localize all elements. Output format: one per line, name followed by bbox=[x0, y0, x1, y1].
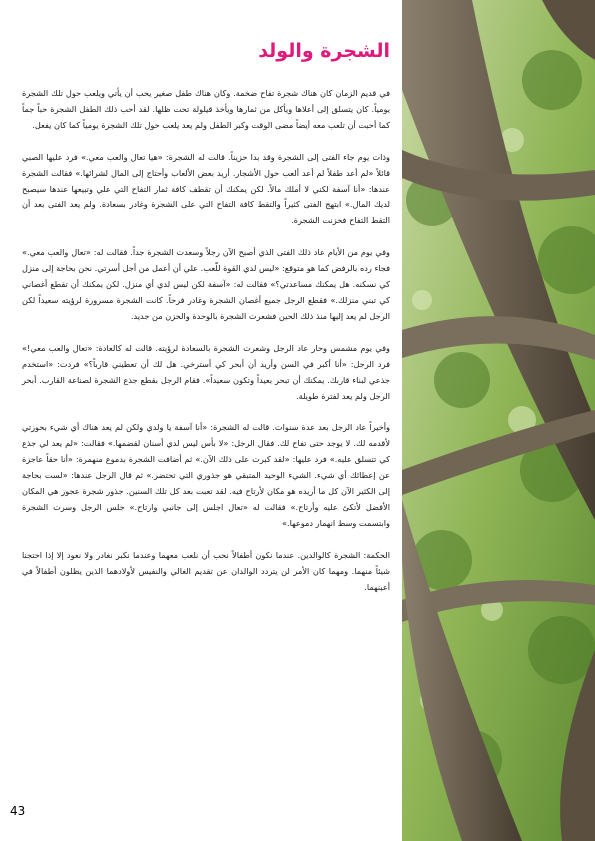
tree-branches-photo bbox=[402, 0, 595, 841]
paragraph-3: وفي يوم من الأيام عاد ذلك الفتى الذي أصبح الآن رجلاً وسعدت الشجرة جداً. فقالت له: «تعال والعب معي.» فجاء رده بالرفض كما هو متوقع: «ليس لدي القوة للّعب. علي أن أعمل من أجل أسرتي. نحن بحاجة إلى منزل كي نسكنه. هل يمكنك مساعدتي؟» فقالت له: «آسفة لكن ليس لدي أي منزل. لكن يمكنك أن تقطع أغصاني كي تبني منزلك.» فقطع الرجل جميع أغصان الشجرة وغادر فرحاً. كانت الشجرة مسرورة لرؤيته سعيداً لكن الرجل لم يعد إليها منذ ذلك الحين فشعرت الشجرة بالوحدة والحزن من جديد. bbox=[22, 247, 390, 321]
paragraph-2: وذات يوم جاء الفتى إلى الشجرة وقد بدا حزيناً. قالت له الشجرة: «هيا تعال والعب معي.» فرد عليها الصبي قائلاً «لم أعد طفلاً لم أعد ألعب حول الأشجار. أريد بعض الألعاب وأحتاج إلى المال لشرائها.» فقالت الشجرة عندها: «أنا آسفة لكني لا أملك مالاً. لكن يمكنك أن تقطف كافة ثمار التفاح التي علي وتبيعها عندها سيصبح لديك المال.» ابتهج الفتى كثيراً والتقط كافة التفاح التي على الشجرة وغادر بسعادة. ولم يعد الفتى بعد أن التقط التفاح فحزنت الشجرة. bbox=[22, 151, 390, 226]
page-number: 43 bbox=[10, 804, 26, 818]
paragraph-5: وأخيراً عاد الرجل بعد عدة سنوات. قالت له الشجرة: «أنا آسفة يا ولدي ولكن لم يعد هناك أي شيء بحوزتي لأقدمه لك. لا يوجد حتى تفاح لك. فقال الرجل: «لا بأس ليس لدي أسنان لقضمها.» فقالت: «لم يعد لي جذع كي تتسلق عليه.» فرد عليها: «لقد كبرت على ذلك الآن.» ثم أضافت الشجرة بدموع منهمرة: «أنا حقاً عاجزة عن إعطائك أي شيء. الشيء الوحيد المتبقي هو جذوري التي تحتضر.» ثم قال الرجل عندها: «لست بحاجة إلى الكثير الآن كل ما أريده هو مكان لأرتاح فيه. لقد تعبت بعد كل تلك السنين. جذور شجرة عجوز هي المكان الأفضل لأتكئ عليه وأرتاح.» فقالت له «تعال اجلس إلى جانبي وارتاح.» جلس الرجل وسرت الشجرة وابتسمت وسط انهمار دموعها.» bbox=[22, 422, 390, 528]
story-body bbox=[22, 86, 390, 611]
paragraph-moral: الحكمة: الشجرة كالوالدين. عندما نكون أطفالاً نحب أن نلعب معهما وعندما نكبر نغادر ولا نعود إلا إذا احتجنا شيئاً منهما. ومهما كان الأمر لن يتردد الوالدان عن تقديم الغالي والنفيس لأولادهما الذين يظلون أطفالاً في أعينهما. bbox=[22, 549, 390, 592]
tree-branches-image bbox=[402, 0, 595, 841]
paragraph-4: وفي يوم مشمس وحار عاد الرجل وشعرت الشجرة بالسعادة لرؤيته. قالت له كالعادة: «تعال والعب معي!» فرد الرجل: «أنا أكبر في السن وأريد أن أبحر كي أسترخي. هل لك أن تعطيني قارباً؟» فردت: «استخدم جذعي لبناء قاربك. يمكنك أن تبحر بعيداً وتكون سعيداً». فقام الرجل بقطع جذع الشجرة لصناعة القارب. أبحر الرجل ولم يعد لفترة طويلة. bbox=[22, 342, 390, 401]
paragraph-1: في قديم الزمان كان هناك شجرة تفاح ضخمة. وكان هناك طفل صغير يحب أن يأتي ويلعب حول تلك الشجرة يومياً. كان يتسلق إلى أعلاها ويأكل من ثمارها ويأخذ قيلولة تحت ظلها. لقد أحب ذلك الطفل الشجرة حباً جماً كما أحبت أن تلعب معه أيضاً مضى الوقت وكبر الطفل ولم يعد يلعب حول تلك الشجرة يومياً كما كان يفعل. bbox=[22, 88, 390, 130]
page-title: الشجرة والولد bbox=[258, 40, 390, 62]
